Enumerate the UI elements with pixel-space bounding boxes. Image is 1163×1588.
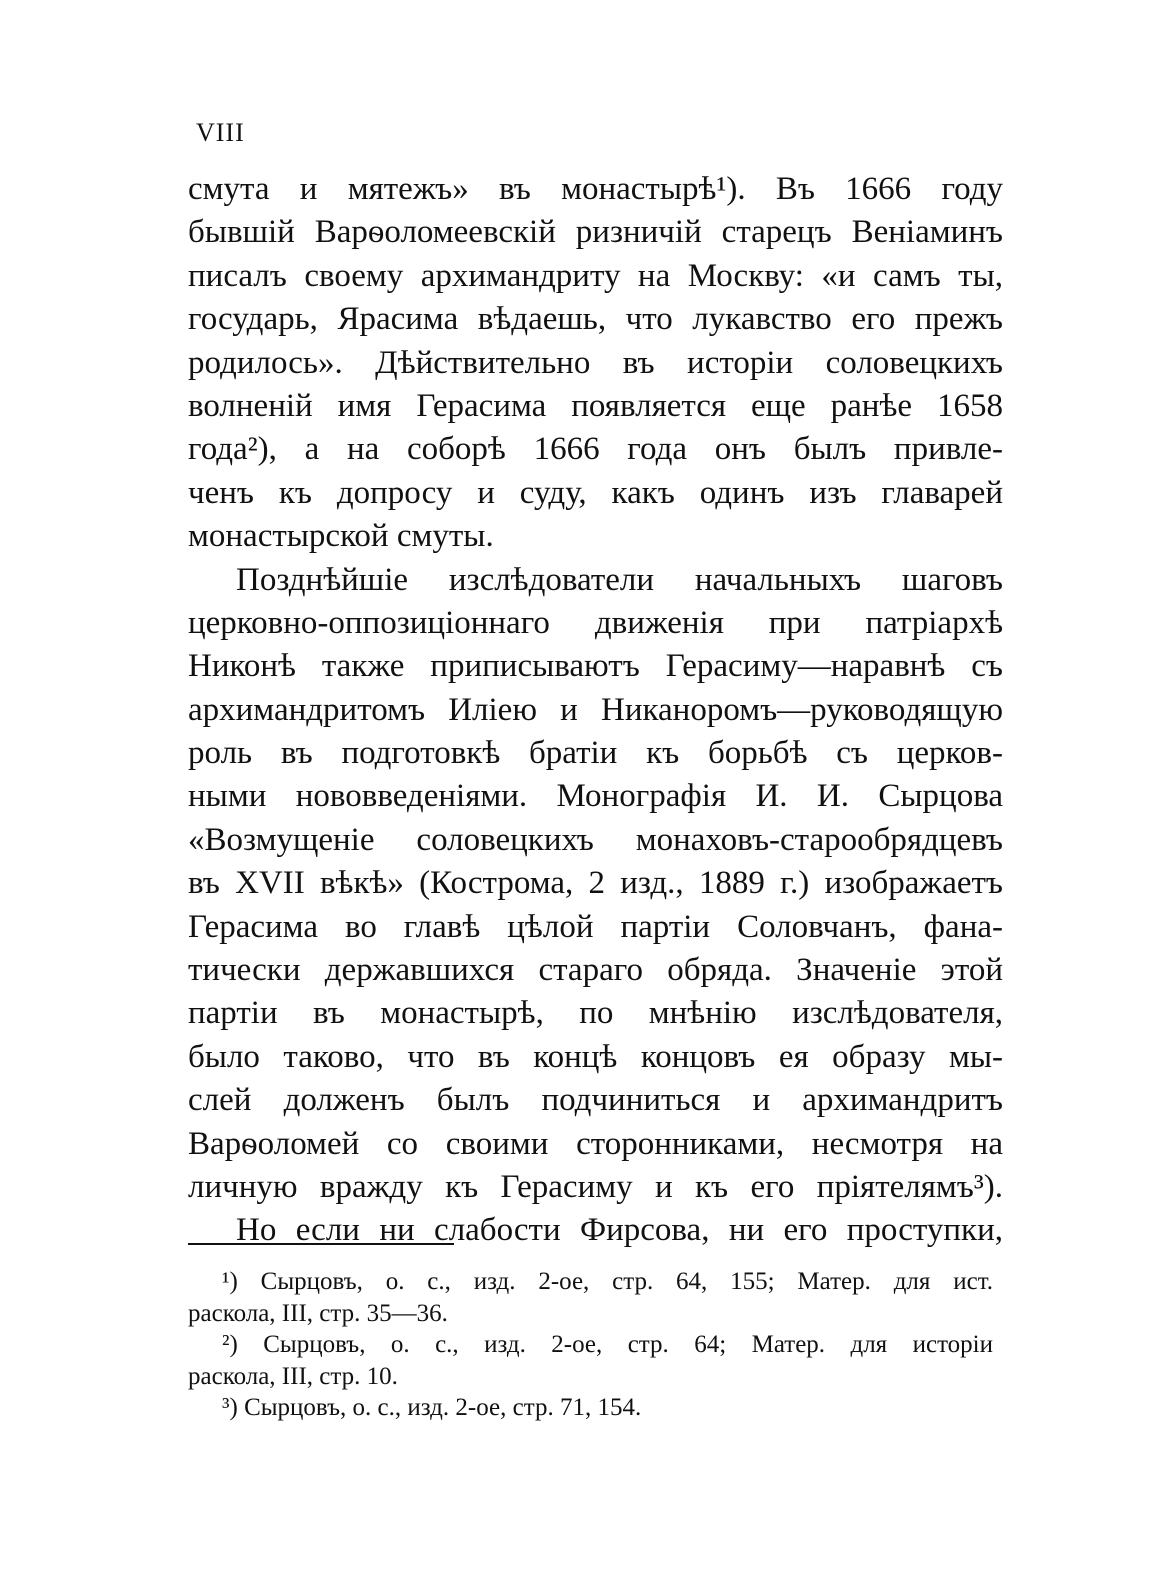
paragraph bbox=[188, 559, 1003, 1210]
text-line: церковно-оппозиціоннаго движенія при патріархѣ bbox=[188, 604, 1003, 641]
text-line: Но если ни слабости Фирсова, ни его проступки, bbox=[236, 1212, 1003, 1249]
text-line: «Возмущеніе соловецкихъ монаховъ-старообрядцевъ bbox=[188, 821, 1003, 858]
footnote-line: раскола, III, стр. 35—36. bbox=[188, 1299, 448, 1327]
text-line: было таково, что въ концѣ концовъ ея образу мы- bbox=[188, 1038, 1003, 1075]
footnote-line: ³) Сырцовъ, о. с., изд. 2-ое, стр. 71, 154. bbox=[222, 1394, 642, 1421]
text-line: Никонѣ также приписываютъ Герасиму—наравнѣ съ bbox=[188, 648, 1003, 685]
text-line: личную вражду къ Герасиму и къ его пріятелямъ³). bbox=[188, 1168, 1003, 1205]
footnote-divider bbox=[188, 1243, 454, 1245]
footnote-line: раскола, III, стр. 10. bbox=[188, 1362, 398, 1390]
text-line: государь, Ярасима вѣдаешь, что лукавство его прежъ bbox=[188, 301, 1003, 338]
text-line: въ XVII вѣкѣ» (Кострома, 2 изд., 1889 г.) изображаетъ bbox=[188, 865, 1003, 902]
text-line: волненій имя Герасима появляется еще ранѣе 1658 bbox=[188, 387, 1003, 424]
text-line: ными нововведеніями. Монографія И. И. Сырцова bbox=[188, 778, 1003, 815]
text-line: ченъ къ допросу и суду, какъ одинъ изъ главарей bbox=[188, 474, 1003, 511]
text-line: архимандритомъ Иліею и Никаноромъ—руководящую bbox=[188, 691, 1003, 728]
text-line: родилось». Дѣйствительно въ исторіи соловецкихъ bbox=[188, 344, 1003, 381]
text-line: писалъ своему архимандриту на Москву: «и самъ ты, bbox=[188, 257, 1003, 294]
footnote-1 bbox=[188, 1266, 993, 1329]
paragraph bbox=[188, 168, 1003, 559]
text-line: партіи въ монастырѣ, по мнѣнію изслѣдователя, bbox=[188, 995, 1003, 1032]
page-number: VIII bbox=[196, 118, 245, 147]
text-line: Герасима во главѣ цѣлой партіи Соловчанъ, фана- bbox=[188, 908, 1003, 945]
text-line: монастырской смуты. bbox=[188, 518, 494, 555]
paragraph bbox=[188, 1209, 1003, 1252]
text-line: бывшій Варѳоломеевскій ризничій старецъ Веніаминъ bbox=[188, 214, 1003, 251]
footnote-line: ²) Сырцовъ, о. с., изд. 2-ое, стр. 64; Матер. для исторіи bbox=[222, 1331, 993, 1358]
text-line: года²), а на соборѣ 1666 года онъ былъ привле- bbox=[188, 431, 1003, 468]
text-line: тически державшихся стараго обряда. Значеніе этой bbox=[188, 952, 1003, 989]
text-line: смута и мятежъ» въ монастырѣ¹). Въ 1666 году bbox=[188, 171, 1003, 207]
text-line: слей долженъ былъ подчиниться и архимандритъ bbox=[188, 1082, 1003, 1119]
footnote-line: ¹) Сырцовъ, о. с., изд. 2-ое, стр. 64, 155; Матер. для ист. bbox=[222, 1268, 993, 1295]
footnote-2 bbox=[188, 1329, 993, 1392]
text-line: Позднѣйшіе изслѣдователи начальныхъ шаговъ bbox=[236, 561, 1003, 598]
text-line: роль въ подготовкѣ братіи къ борьбѣ съ церков- bbox=[188, 735, 1003, 772]
footnote-3 bbox=[188, 1392, 993, 1424]
text-line: Варѳоломей со своими сторонниками, несмотря на bbox=[188, 1125, 1003, 1162]
main-text bbox=[188, 168, 1003, 1253]
footnotes bbox=[188, 1266, 993, 1424]
